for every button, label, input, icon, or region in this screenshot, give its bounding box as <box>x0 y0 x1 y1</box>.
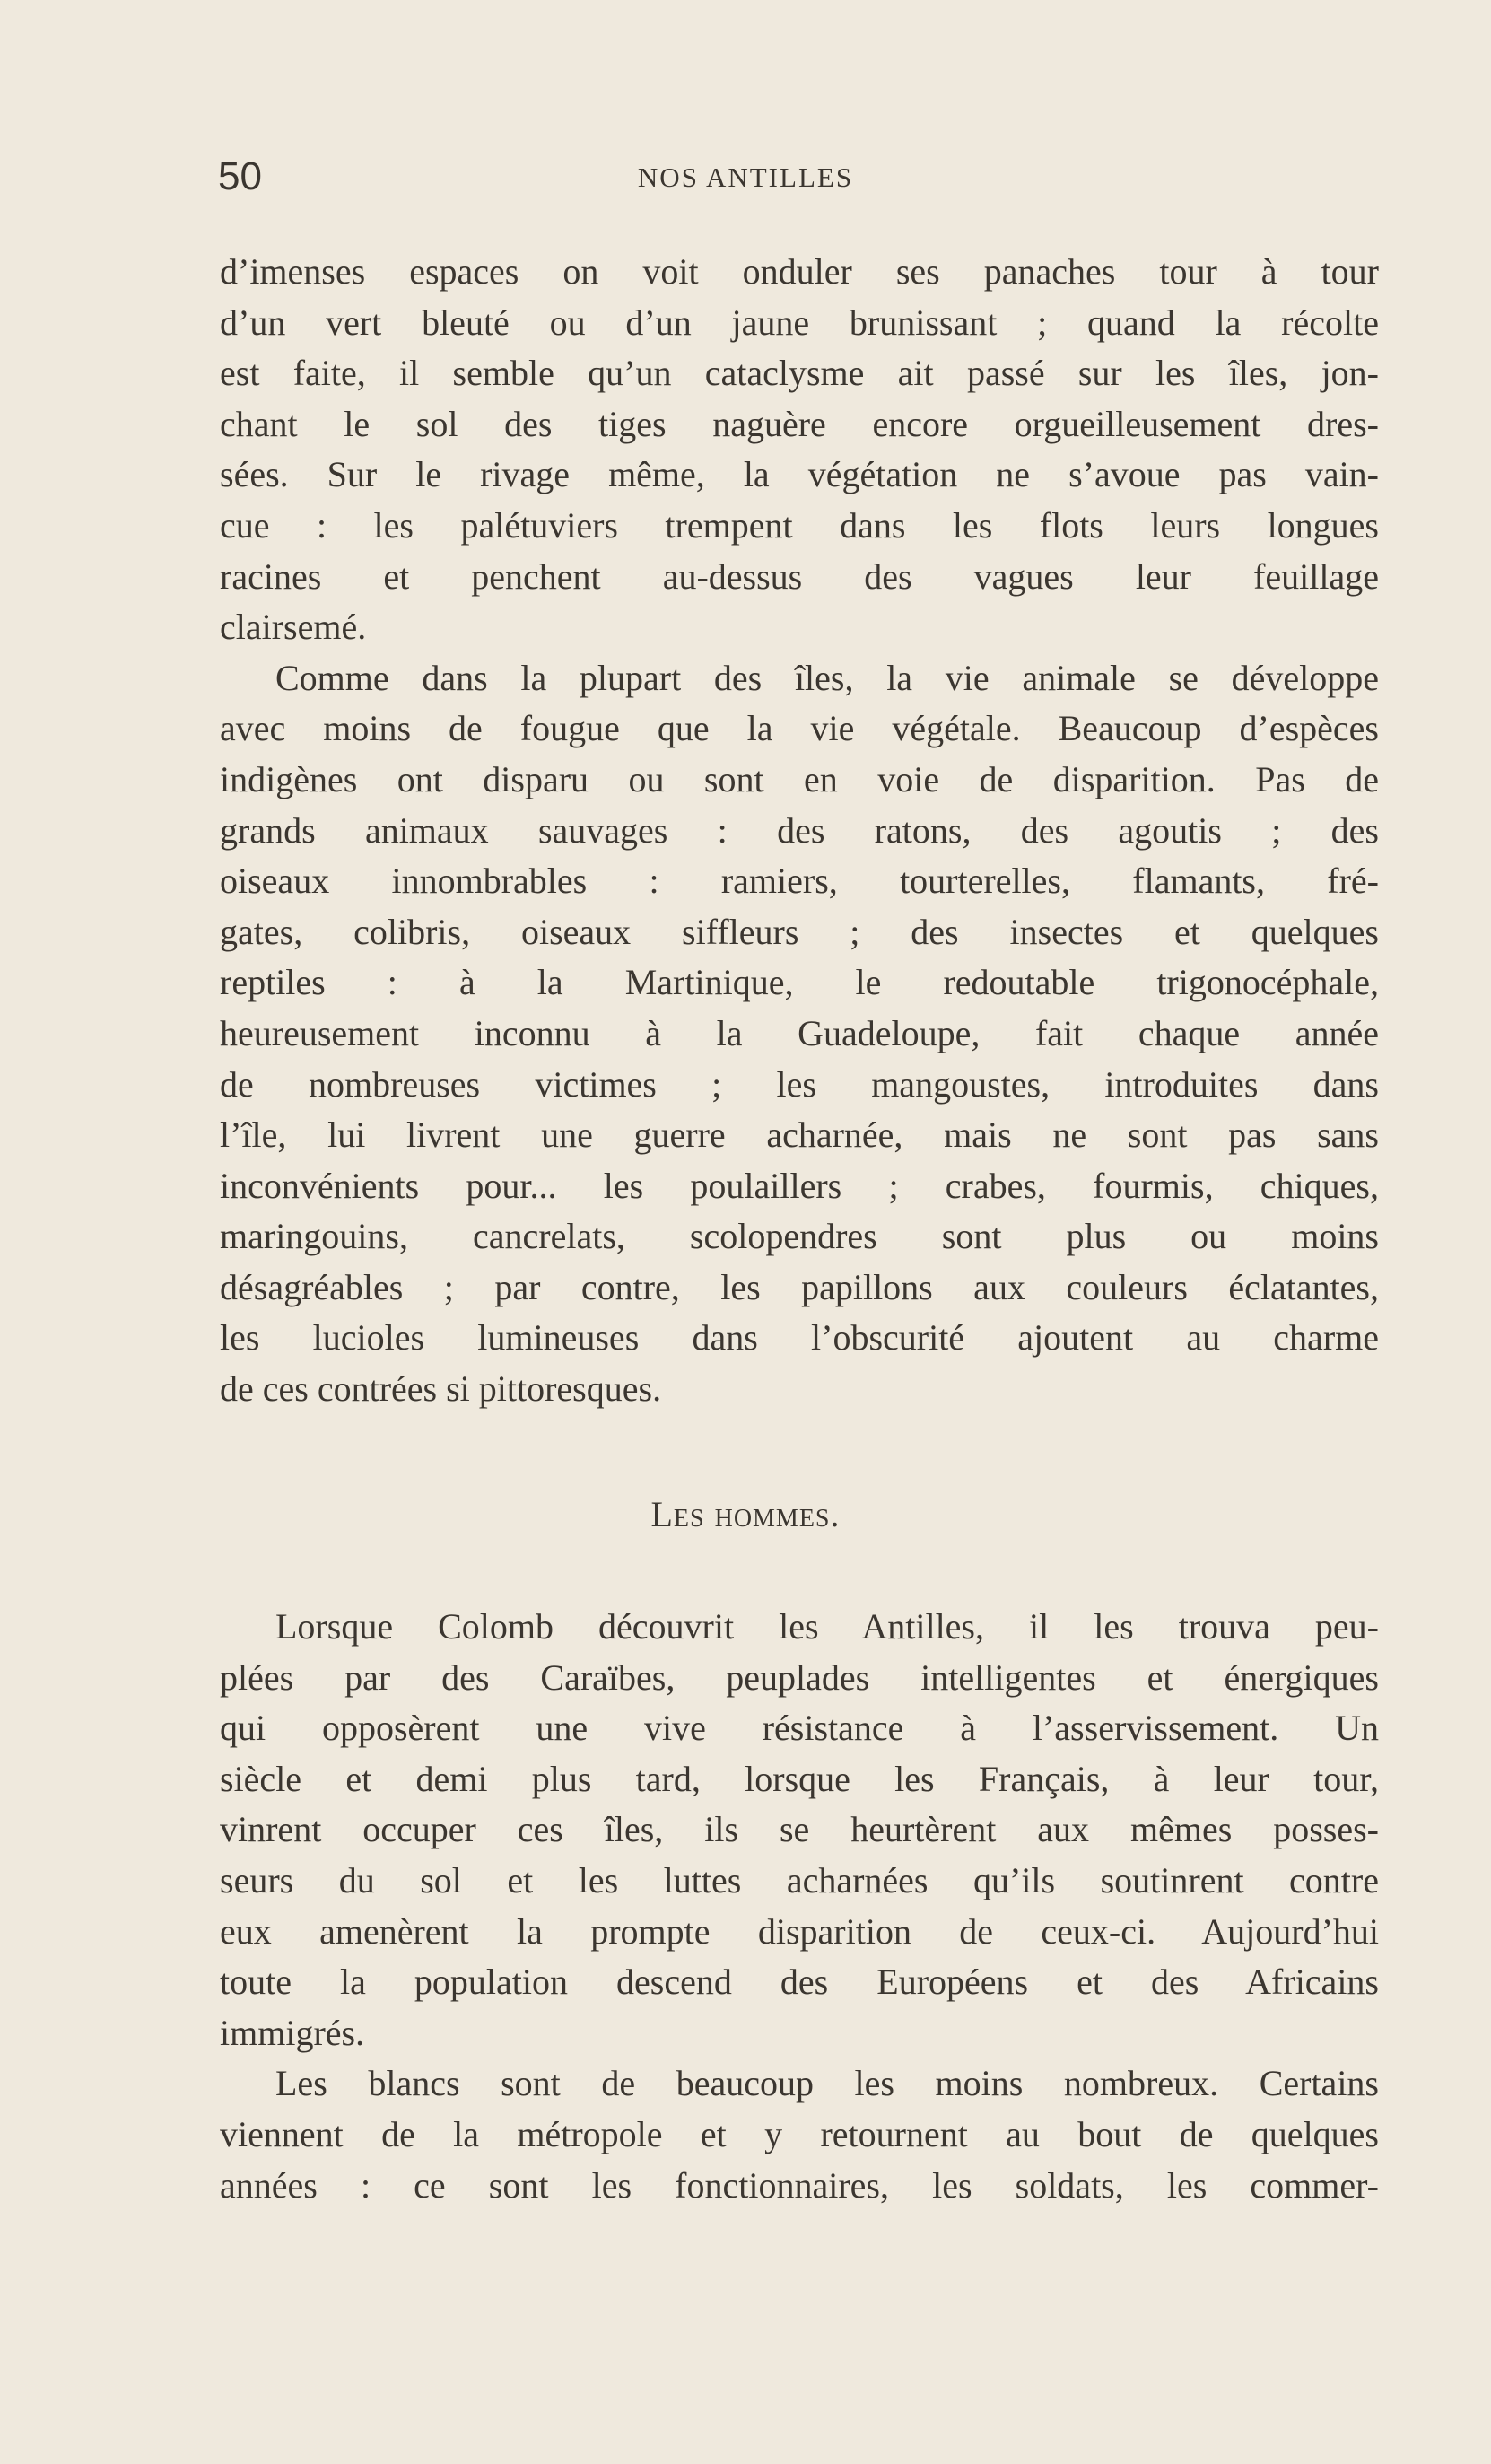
text-line: inconvénients pour... les poulaillers ; crabes, fourmis, chiques, <box>220 1165 1379 1206</box>
text-line: gates, colibris, oiseaux siffleurs ; des insectes et quelques <box>220 911 1379 952</box>
text-line: avec moins de fougue que la vie végétale. Beaucoup d’espèces <box>220 708 1379 749</box>
text-line: d’imenses espaces on voit onduler ses panaches tour à tour <box>220 251 1379 292</box>
text-line: vinrent occuper ces îles, ils se heurtèrent aux mêmes posses- <box>220 1809 1379 1850</box>
text-line: désagréables ; par contre, les papillons aux couleurs éclatantes, <box>220 1266 1379 1307</box>
paragraph <box>220 247 1379 653</box>
text-line: racines et penchent au-dessus des vagues leur feuillage <box>220 555 1379 597</box>
section-heading: Les hommes. <box>650 1494 841 1534</box>
text-line: toute la population descend des Européens et des Africains <box>220 1962 1379 2003</box>
text-line: maringouins, cancrelats, scolopendres sont plus ou moins <box>220 1216 1379 1257</box>
page-number: 50 <box>218 154 262 198</box>
paragraph <box>220 653 1379 1415</box>
text-line: Comme dans la plupart des îles, la vie animale se développe <box>275 657 1379 698</box>
running-title: NOS ANTILLES <box>637 162 854 193</box>
text-line: seurs du sol et les luttes acharnées qu’ils soutinrent contre <box>220 1859 1379 1900</box>
text-line: Les blancs sont de beaucoup les moins nombreux. Certains <box>275 2063 1379 2104</box>
text-line: siècle et demi plus tard, lorsque les Français, à leur tour, <box>220 1758 1379 1799</box>
text-line: de ces contrées si pittoresques. <box>220 1368 662 1410</box>
text-line: plées par des Caraïbes, peuplades intelligentes et énergiques <box>220 1656 1379 1698</box>
text-line: viennent de la métropole et y retournent au bout de quelques <box>220 2113 1379 2154</box>
text-line: immigrés. <box>220 2012 365 2053</box>
text-line: cue : les palétuviers trempent dans les flots leurs longues <box>220 504 1379 546</box>
text-line: eux amenèrent la prompte disparition de ceux-ci. Aujourd’hui <box>220 1910 1379 1952</box>
text-line: chant le sol des tiges naguère encore orgueilleusement dres- <box>220 403 1379 444</box>
paragraph <box>220 2058 1379 2211</box>
text-line: Lorsque Colomb découvrit les Antilles, il les trouva peu- <box>275 1606 1379 1647</box>
text-line: d’un vert bleuté ou d’un jaune brunissant ; quand la récolte <box>220 301 1379 343</box>
text-block-before-heading <box>220 247 1379 1415</box>
text-line: grands animaux sauvages : des ratons, des agoutis ; des <box>220 809 1379 851</box>
text-line: indigènes ont disparu ou sont en voie de disparition. Pas de <box>220 758 1379 799</box>
paragraph <box>220 1602 1379 2058</box>
text-block-after-heading <box>220 1602 1379 2211</box>
text-line: oiseaux innombrables : ramiers, tourterelles, flamants, fré- <box>220 861 1379 902</box>
text-line: est faite, il semble qu’un cataclysme ait passé sur les îles, jon- <box>220 353 1379 394</box>
text-line: clairsemé. <box>220 607 367 648</box>
text-line: heureusement inconnu à la Guadeloupe, fait chaque année <box>220 1012 1379 1053</box>
text-line: de nombreuses victimes ; les mangoustes, introduites dans <box>220 1063 1379 1105</box>
text-line: années : ce sont les fonctionnaires, les soldats, les commer- <box>220 2164 1379 2206</box>
text-line: l’île, lui livrent une guerre acharnée, mais ne sont pas sans <box>220 1114 1379 1156</box>
text-line: les lucioles lumineuses dans l’obscurité ajoutent au charme <box>220 1317 1379 1359</box>
text-line: sées. Sur le rivage même, la végétation ne s’avoue pas vain- <box>220 454 1379 495</box>
text-line: qui opposèrent une vive résistance à l’asservissement. Un <box>220 1708 1379 1749</box>
text-line: reptiles : à la Martinique, le redoutable trigonocéphale, <box>220 962 1379 1003</box>
